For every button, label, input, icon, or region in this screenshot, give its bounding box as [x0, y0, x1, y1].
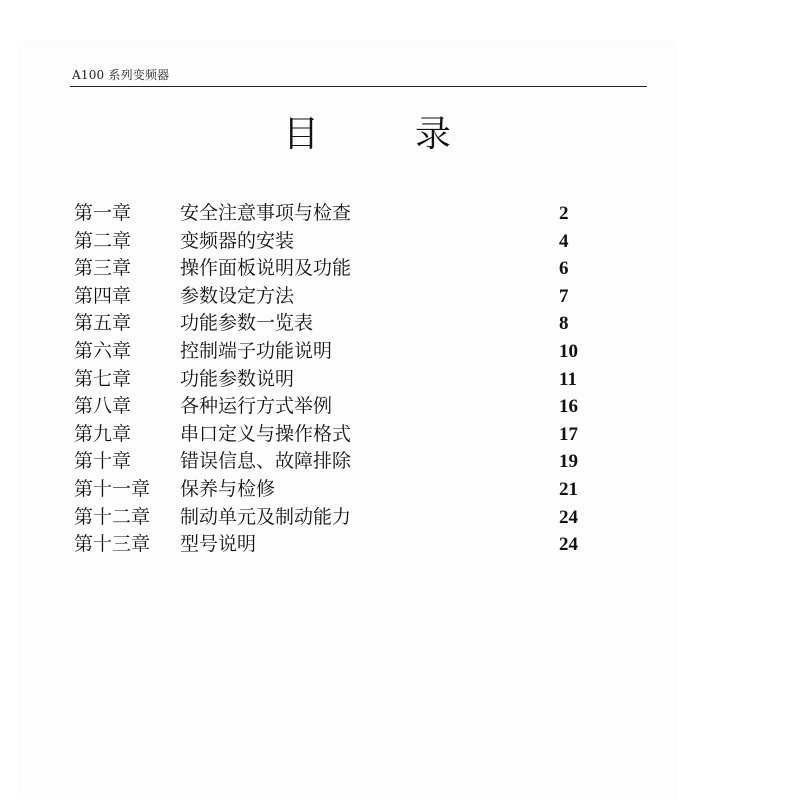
toc-chapter-title: 功能参数一览表 — [180, 312, 314, 335]
toc-chapter-title: 操作面板说明及功能 — [180, 257, 352, 280]
toc-chapter-title: 参数设定方法 — [180, 284, 295, 307]
toc-chapter-label: 第十一章 — [74, 477, 151, 500]
toc-entry[interactable] — [74, 393, 594, 421]
toc-entry[interactable] — [74, 531, 594, 559]
toc-page-number: 6 — [559, 258, 569, 280]
toc-chapter-label: 第二章 — [74, 229, 132, 252]
toc-chapter-title: 制动单元及制动能力 — [180, 505, 352, 528]
toc-page-number: 4 — [559, 230, 569, 252]
toc-chapter-title: 变频器的安装 — [180, 229, 295, 252]
toc-chapter-title: 保养与检修 — [180, 477, 276, 500]
toc-chapter-label: 第十章 — [74, 450, 132, 473]
toc-chapter-title: 安全注意事项与检查 — [180, 202, 352, 224]
toc-entry[interactable] — [74, 448, 594, 476]
toc-chapter-title: 控制端子功能说明 — [180, 339, 333, 362]
page-title-char-2: 录 — [415, 114, 452, 155]
toc-entry[interactable] — [74, 476, 594, 504]
toc-entry[interactable] — [74, 366, 594, 394]
toc-chapter-label: 第十三章 — [74, 533, 151, 556]
toc-chapter-title: 功能参数说明 — [180, 367, 295, 390]
toc-entry[interactable] — [74, 504, 594, 532]
toc-chapter-label: 第十二章 — [74, 505, 151, 528]
toc-chapter-label: 第七章 — [74, 367, 132, 390]
toc-chapter-label: 第四章 — [74, 284, 132, 307]
toc-chapter-label: 第九章 — [74, 422, 132, 445]
toc-page-number: 8 — [559, 313, 569, 335]
toc-chapter-title: 串口定义与操作格式 — [180, 422, 352, 445]
header-rule — [70, 86, 647, 87]
toc-entry[interactable] — [74, 228, 594, 256]
toc-entry[interactable] — [74, 421, 594, 449]
page-title — [0, 110, 800, 160]
table-of-contents — [74, 200, 594, 559]
toc-page-number: 17 — [559, 423, 578, 445]
page-title-char-1: 目 — [283, 114, 320, 155]
toc-page-number: 21 — [559, 478, 578, 500]
toc-chapter-label: 第一章 — [74, 202, 132, 224]
running-header: A100 系列变频器 — [72, 68, 170, 82]
toc-chapter-label: 第八章 — [74, 395, 132, 418]
toc-chapter-label: 第三章 — [74, 257, 132, 280]
toc-page-number: 7 — [559, 285, 569, 307]
toc-page-number: 24 — [559, 534, 578, 556]
toc-entry[interactable] — [74, 283, 594, 311]
toc-page-number: 11 — [559, 368, 577, 390]
toc-chapter-title: 型号说明 — [180, 533, 257, 556]
toc-chapter-title: 错误信息、故障排除 — [180, 450, 352, 473]
toc-entry[interactable] — [74, 255, 594, 283]
toc-entry[interactable] — [74, 338, 594, 366]
toc-entry[interactable] — [74, 200, 594, 228]
toc-entry[interactable] — [74, 310, 594, 338]
toc-chapter-label: 第六章 — [74, 339, 132, 362]
toc-page-number: 2 — [559, 203, 569, 224]
toc-chapter-label: 第五章 — [74, 312, 132, 335]
toc-page-number: 16 — [559, 396, 578, 418]
toc-page-number: 24 — [559, 506, 578, 528]
toc-chapter-title: 各种运行方式举例 — [180, 395, 333, 418]
toc-page-number: 10 — [559, 340, 578, 362]
toc-page-number: 19 — [559, 451, 578, 473]
